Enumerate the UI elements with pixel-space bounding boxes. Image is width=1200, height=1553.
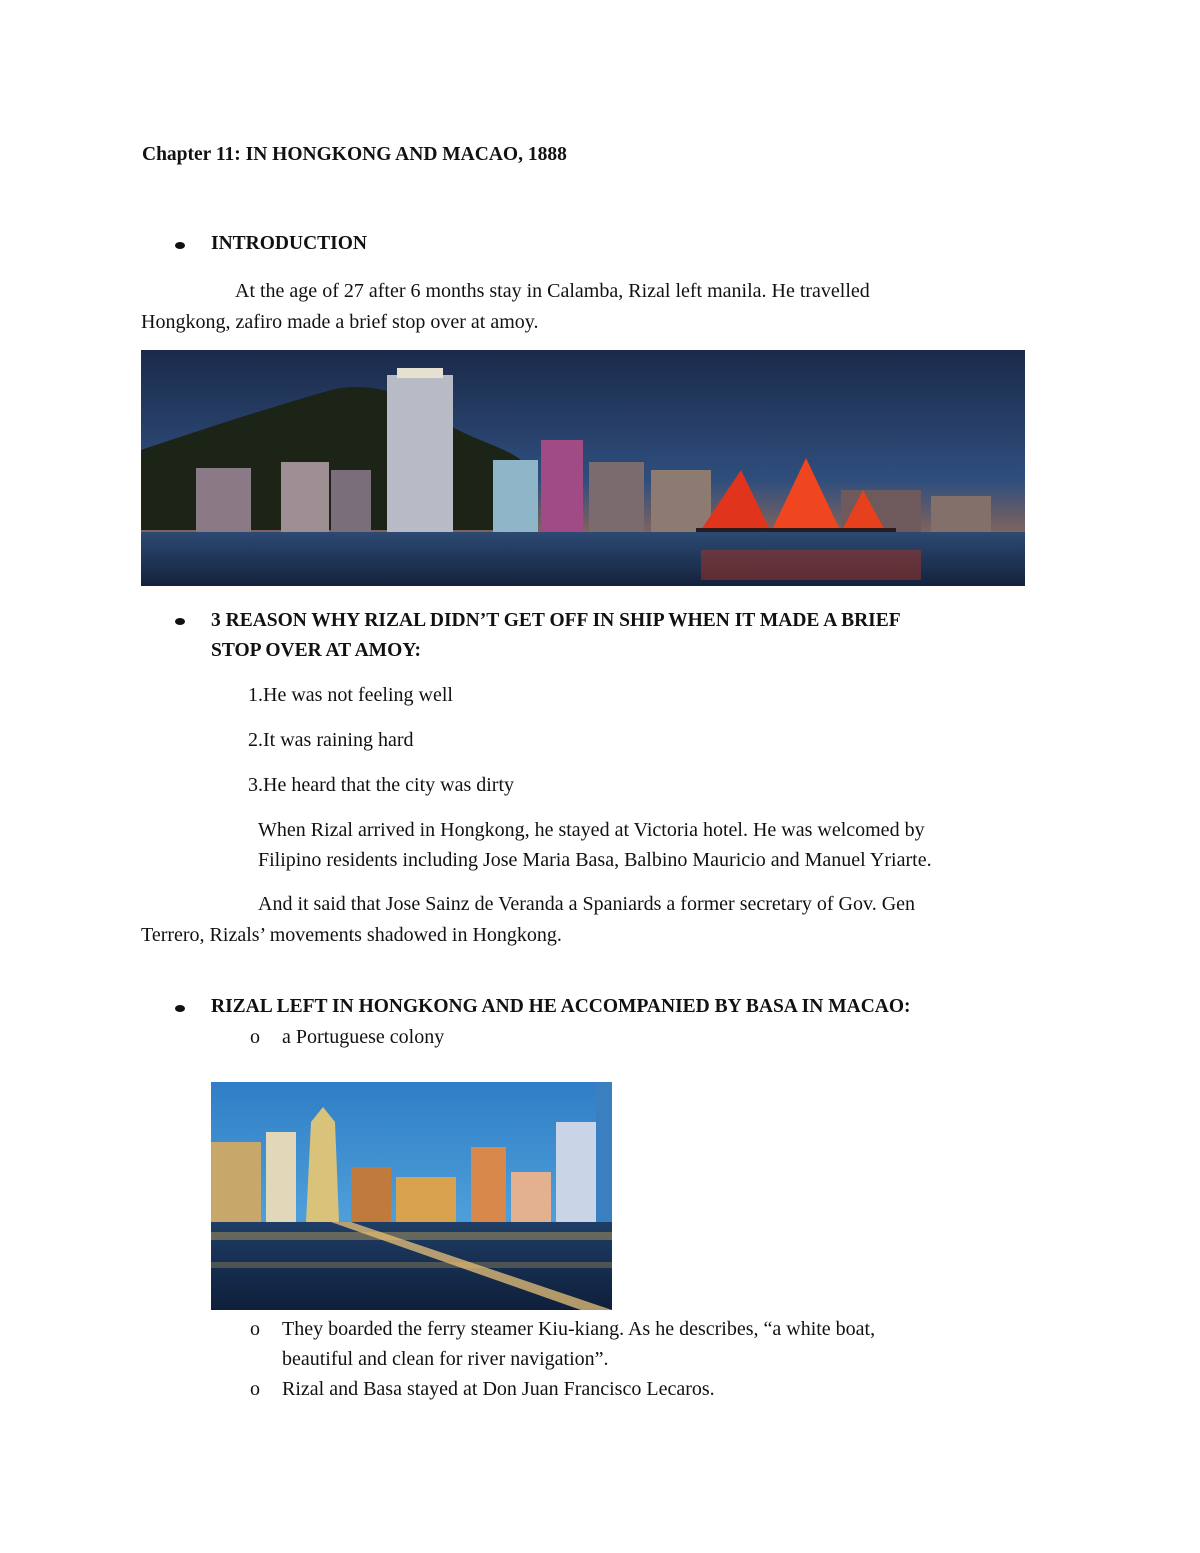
reason-item-2: 2.It was raining hard (248, 729, 414, 751)
hongkong-skyline-image (141, 350, 1025, 586)
macao-sub-item-2-line-1: They boarded the ferry steamer Kiu-kiang. As he describes, “a white boat, (282, 1318, 876, 1340)
macao-skyline-image (211, 1082, 612, 1310)
reason-item-3: 3.He heard that the city was dirty (248, 774, 515, 796)
veranda-paragraph-line-1: And it said that Jose Sainz de Veranda a Spaniards a former secretary of Gov. Gen (258, 893, 916, 915)
macao-sub-item-1: a Portuguese colony (282, 1026, 445, 1048)
circle-bullet-icon: o (250, 1318, 260, 1340)
page-title: Chapter 11: IN HONGKONG AND MACAO, 1888 (142, 144, 567, 165)
circle-bullet-icon: o (250, 1026, 260, 1048)
hongkong-paragraph-line-2: Filipino residents including Jose Maria Basa, Balbino Mauricio and Manuel Yriarte. (258, 849, 932, 871)
circle-bullet-icon: o (250, 1378, 260, 1400)
bullet-icon (175, 1005, 185, 1012)
veranda-paragraph-line-2: Terrero, Rizals’ movements shadowed in Hongkong. (141, 924, 562, 946)
macao-sub-item-2-line-2: beautiful and clean for river navigation”. (282, 1348, 609, 1370)
bullet-icon (175, 242, 185, 249)
macao-sub-item-3: Rizal and Basa stayed at Don Juan Francisco Lecaros. (282, 1378, 715, 1400)
reasons-heading-line-1: 3 REASON WHY RIZAL DIDN’T GET OFF IN SHIP WHEN IT MADE A BRIEF (211, 610, 901, 631)
intro-heading: INTRODUCTION (211, 233, 368, 254)
bullet-icon (175, 618, 185, 625)
reasons-heading-line-2: STOP OVER AT AMOY: (211, 640, 422, 661)
hongkong-paragraph-line-1: When Rizal arrived in Hongkong, he stayed at Victoria hotel. He was welcomed by (258, 819, 925, 841)
macao-heading: RIZAL LEFT IN HONGKONG AND HE ACCOMPANIED BY BASA IN MACAO: (211, 996, 911, 1017)
intro-paragraph-line-2: Hongkong, zafiro made a brief stop over at amoy. (141, 311, 539, 333)
reason-item-1: 1.He was not feeling well (248, 684, 453, 706)
intro-paragraph-line-1: At the age of 27 after 6 months stay in Calamba, Rizal left manila. He travelled (235, 280, 870, 302)
